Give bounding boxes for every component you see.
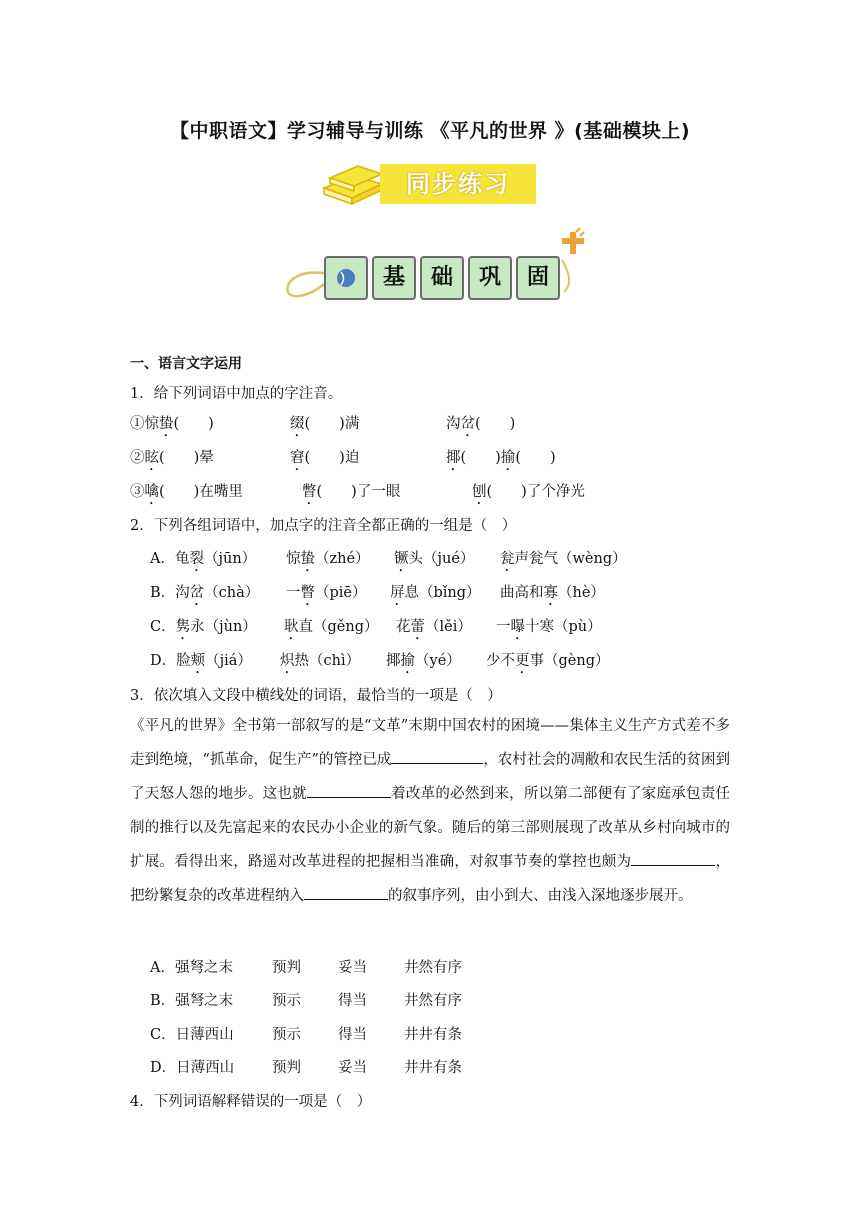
q1-item: ①惊蛰( ) xyxy=(130,416,214,432)
q1-stem: 1．给下列词语中加点的字注音。 xyxy=(130,386,343,402)
section-box-3: 巩 xyxy=(468,256,512,300)
sync-practice-banner xyxy=(320,158,550,208)
q3-stem: 3．依次填入文段中横线处的词语，最恰当的一项是（ ） xyxy=(130,688,502,704)
q3-c-word: 井井有条 xyxy=(404,1027,462,1043)
q2-c-word: 耿直（gěng） xyxy=(284,619,379,635)
q2-a-word: 镢头（jué） xyxy=(394,551,475,567)
q3-b-word: 得当 xyxy=(338,993,367,1009)
q1-item: ②眩( )晕 xyxy=(130,450,214,466)
q2-c-word: 一曝十寒（pù） xyxy=(496,619,602,635)
ball-icon xyxy=(326,258,366,298)
q1-item: 揶( )揄( ) xyxy=(446,450,556,466)
section-box-2: 础 xyxy=(420,256,464,300)
q2-option-c[interactable]: C．隽永（jùn） xyxy=(150,619,257,635)
q3-a-word: 妥当 xyxy=(338,960,367,976)
q4-stem: 4．下列词语解释错误的一项是（ ） xyxy=(130,1094,372,1110)
q2-stem: 2．下列各组词语中，加点字的注音全都正确的一组是（ ） xyxy=(130,518,517,534)
q2-option-a[interactable]: A．龟裂（jūn） xyxy=(150,551,257,567)
basic-consolidation-banner xyxy=(280,222,585,304)
q3-a-word: 井然有序 xyxy=(404,960,462,976)
q2-b-word: 曲高和寡（hè） xyxy=(500,585,605,601)
q3-passage: 《平凡的世界》全书第一部叙写的是“文革”末期中国农村的困境——集体主义生产方式差不多走到绝境，“抓革命，促生产”的管控已成 ，农村社会的凋敝和农民生活的贫困到了天怒人怨的地步。这也就 着改革的必然到来，所以第二部便有了家庭承包责任制的推行以及先富起来的农民办小企业的新气象。随后的第三部则展现了改革从乡村向城市的扩展。看得出来，路遥对改革进程的把握相当准确，对叙事节奏的掌控也颇为 ，把纷繁复杂的改革进程纳入 的叙事序列，由小到大、由浅入深地逐步展开。 xyxy=(130,718,731,904)
q2-c-word: 花蕾（lěi） xyxy=(396,619,472,635)
blank-2[interactable] xyxy=(307,781,391,798)
blank-4[interactable] xyxy=(304,883,388,900)
q1-item: ③噙( )在嘴里 xyxy=(130,484,243,500)
q3-c-word: 预示 xyxy=(272,1027,301,1043)
q3-d-word: 井井有条 xyxy=(404,1060,462,1076)
q3-b-word: 井然有序 xyxy=(404,993,462,1009)
q3-option-c[interactable]: C．日薄西山 xyxy=(150,1027,234,1043)
page-title: 【中职语文】学习辅导与训练 《平凡的世界 》(基础模块上) xyxy=(169,120,691,142)
q3-d-word: 妥当 xyxy=(338,1060,367,1076)
q2-a-word: 瓮声瓮气（wèng） xyxy=(500,551,627,567)
badge-circle xyxy=(324,256,368,300)
q2-d-word: 炽热（chì） xyxy=(280,653,361,669)
blank-3[interactable] xyxy=(631,849,715,866)
q2-b-word: 一瞥（piē） xyxy=(286,585,367,601)
blank-1[interactable] xyxy=(391,747,483,764)
q2-option-b[interactable]: B．沟岔（chà） xyxy=(150,585,260,601)
q1-item: 沟岔( ) xyxy=(446,416,516,432)
q3-option-d[interactable]: D．日薄西山 xyxy=(150,1060,235,1076)
q2-d-word: 揶揄（yé） xyxy=(386,653,461,669)
q1-item: 瞥( )了一眼 xyxy=(302,484,401,500)
q1-item: 窘( )迫 xyxy=(290,450,360,466)
q3-b-word: 预示 xyxy=(272,993,301,1009)
q3-c-word: 得当 xyxy=(338,1027,367,1043)
q2-d-word: 少不更事（gèng） xyxy=(486,653,610,669)
q2-option-d[interactable]: D．脸颊（jiá） xyxy=(150,653,252,669)
q3-d-word: 预判 xyxy=(272,1060,301,1076)
section-box-4: 固 xyxy=(516,256,560,300)
q3-option-a[interactable]: A．强弩之末 xyxy=(150,960,233,976)
q3-a-word: 预判 xyxy=(272,960,301,976)
q2-b-word: 屏息（bǐng） xyxy=(390,585,481,601)
q1-item: 刨( )了个净光 xyxy=(472,484,585,500)
section-box-1: 基 xyxy=(372,256,416,300)
section-heading: 一、语言文字运用 xyxy=(130,356,242,372)
banner-label: 同步练习 xyxy=(380,164,536,204)
q2-a-word: 惊蛰（zhé） xyxy=(286,551,370,567)
q3-option-b[interactable]: B．强弩之末 xyxy=(150,993,234,1009)
q1-item: 缀( )满 xyxy=(290,416,360,432)
